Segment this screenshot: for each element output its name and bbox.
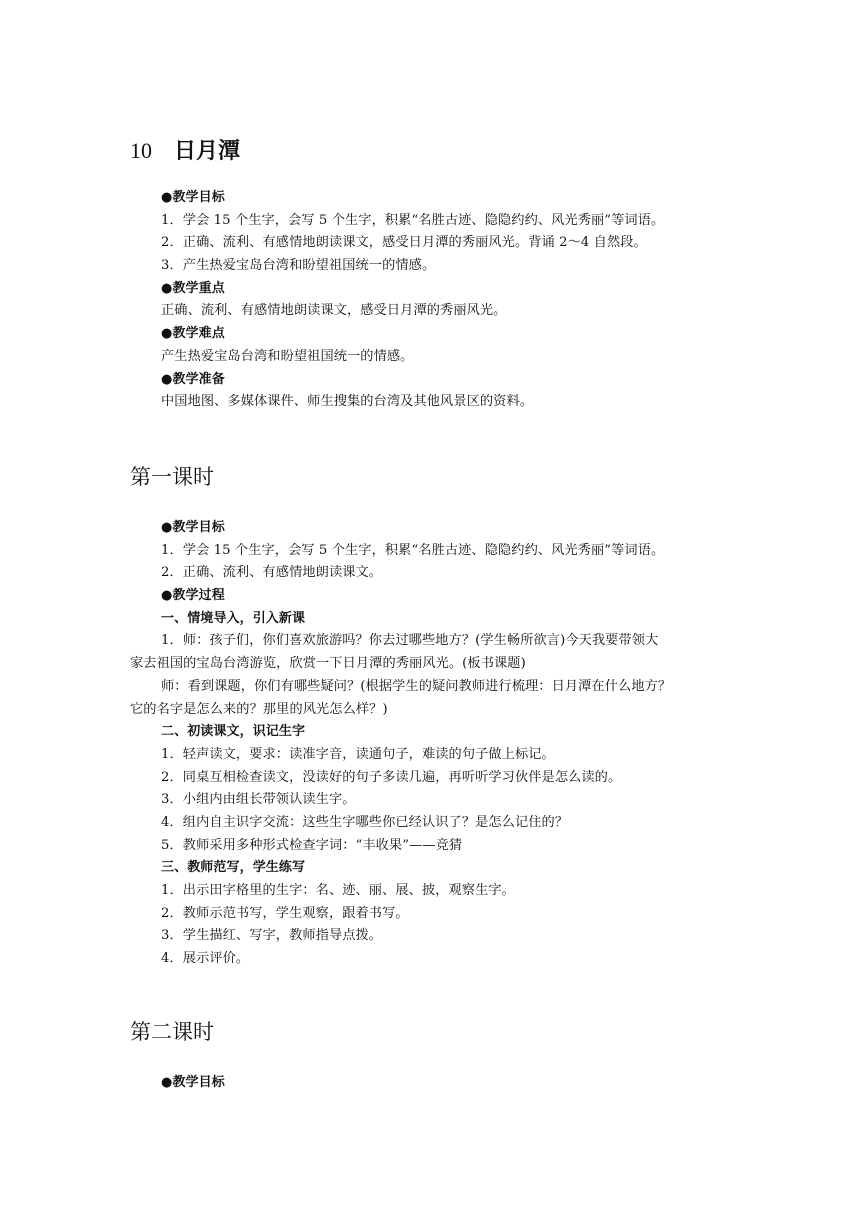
period2-section: [161, 1072, 741, 1095]
period1-title: 第一课时: [130, 465, 214, 489]
preparation-heading: ●教学准备: [161, 371, 225, 387]
lesson-number: 10: [130, 138, 152, 163]
objectives-heading: ●教学目标: [161, 190, 225, 205]
key-points-heading: ●教学重点: [161, 280, 225, 296]
lesson-name: 日月潭: [174, 139, 241, 164]
step-item: 4．组内自主识字交流：这些生字哪些你已经认识了？是怎么记住的？: [161, 814, 569, 830]
process-heading: ●教学过程: [161, 588, 225, 604]
objective-item: 1．学会 15 个生字，会写 5 个生字，积累“名胜古迹、隐隐约约、风光秀丽”等词语。: [161, 212, 665, 228]
step-heading: 二、初读课文，识记生字: [161, 724, 306, 740]
step-item: 2．同桌互相检查读文，没读好的句子多读几遍，再听听学习伙伴是怎么读的。: [161, 769, 622, 785]
difficulty-heading: ●教学难点: [161, 326, 225, 342]
step-item: 1．出示田字格里的生字：名、迹、丽、展、披，观察生字。: [161, 883, 515, 898]
paragraph-line: 它的名字是怎么来的？那里的风光怎么样？): [130, 701, 388, 717]
period2-title: 第二课时: [130, 1020, 214, 1044]
paragraph-line: 家去祖国的宝岛台湾游览，欣赏一下日月潭的秀丽风光。(板书课题): [130, 656, 526, 672]
lesson-title: [130, 132, 240, 167]
objective-item: 2．正确、流利、有感情地朗读课文。: [161, 565, 383, 581]
step-item: 4．展示评价。: [161, 951, 250, 967]
period1-section: [130, 517, 741, 971]
objective-item: 1．学会 15 个生字，会写 5 个生字，积累“名胜古迹、隐隐约约、风光秀丽”等词语。: [161, 542, 665, 558]
difficulty-text: 产生热爱宝岛台湾和盼望祖国统一的情感。: [161, 348, 414, 364]
objective-item: 2．正确、流利、有感情地朗读课文，感受日月潭的秀丽风光。背诵 2～4 自然段。: [161, 235, 647, 251]
paragraph-line: 1．师：孩子们，你们喜欢旅游吗？你去过哪些地方？(学生畅所欲言)今天我要带领大: [161, 633, 659, 649]
step-item: 3．学生描红、写字，教师指导点拨。: [161, 928, 383, 944]
objective-item: 3．产生热爱宝岛台湾和盼望祖国统一的情感。: [161, 258, 436, 274]
step1-paragraph: [130, 676, 741, 721]
step-heading: 三、教师范写，学生练写: [161, 860, 306, 876]
objectives-heading: ●教学目标: [161, 520, 225, 535]
overview-section: [161, 187, 741, 414]
step-item: 2．教师示范书写，学生观察，跟着书写。: [161, 905, 409, 921]
key-points-text: 正确、流利、有感情地朗读课文，感受日月潭的秀丽风光。: [161, 303, 507, 319]
objectives-heading: ●教学目标: [161, 1075, 225, 1090]
preparation-text: 中国地图、多媒体课件、师生搜集的台湾及其他风景区的资料。: [161, 394, 534, 410]
step-item: 1．轻声读文，要求：读准字音，读通句子，难读的句子做上标记。: [161, 746, 555, 762]
step-heading: 一、情境导入，引入新课: [161, 610, 306, 626]
step1-paragraph: [130, 630, 741, 675]
paragraph-line: 师：看到课题，你们有哪些疑问？(根据学生的疑问教师进行梳理：日月潭在什么地方？: [161, 678, 672, 694]
step-item: 5．教师采用多种形式检查字词：“丰收果”——竞猜: [161, 837, 463, 853]
step-item: 3．小组内由组长带领认读生字。: [161, 792, 356, 808]
